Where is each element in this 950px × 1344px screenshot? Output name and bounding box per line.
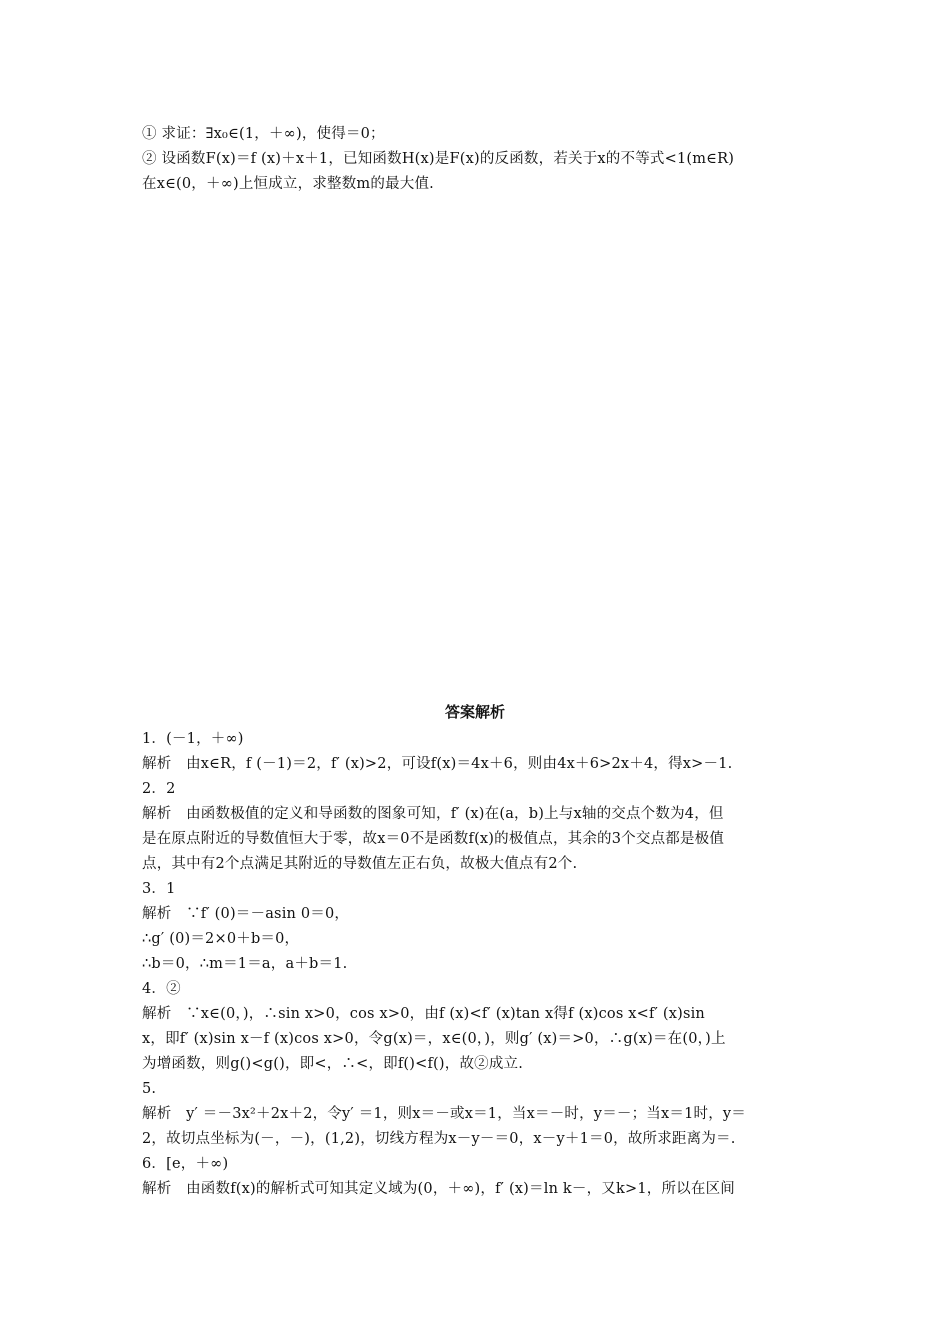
answers-title: 答案解析 xyxy=(444,703,505,721)
answer-line: 解析 ∵x∈(0，)，∴sin x>0，cos x>0，由f (x)<f′ (x)tan x得f (x)cos x<f′ (x)sin xyxy=(142,1006,705,1022)
answer-line: x，即f′ (x)sin x－f (x)cos x>0，令g(x)＝，x∈(0，)，则g′ (x)＝>0，∴g(x)＝在(0，)上 xyxy=(142,1031,726,1047)
answer-line: 是在原点附近的导数值恒大于零，故x＝0不是函数f(x)的极值点，其余的3个交点都是极值 xyxy=(142,831,725,847)
answer-line: 6．[e，＋∞) xyxy=(142,1156,229,1172)
answer-line: 5. xyxy=(142,1081,157,1097)
answer-line: 解析 y′ ＝－3x²＋2x＋2，令y′ ＝1，则x＝－或x＝1，当x＝－时，y＝－；当x＝1时，y＝ xyxy=(142,1106,746,1122)
answer-line: ∴b＝0，∴m＝1＝a，a＋b＝1. xyxy=(142,956,348,972)
answer-line: 解析 由函数f(x)的解析式可知其定义域为(0，＋∞)，f′ (x)＝ln k－，又k>1，所以在区间 xyxy=(142,1181,735,1197)
answer-line: ∴g′ (0)＝2×0＋b＝0， xyxy=(142,931,300,947)
answer-line: 解析 由函数极值的定义和导函数的图象可知，f′ (x)在(a，b)上与x轴的交点个数为4，但 xyxy=(142,806,724,822)
answer-line: 为增函数，则g()<g()，即<，∴<，即f()<f()，故②成立. xyxy=(142,1056,524,1072)
problem-line-3: 在x∈(0，＋∞)上恒成立，求整数m的最大值. xyxy=(142,176,434,192)
answer-line: 2．2 xyxy=(142,781,176,797)
answer-line: 点，其中有2个点满足其附近的导数值左正右负，故极大值点有2个. xyxy=(142,856,578,872)
answer-line: 解析 ∵f′ (0)＝－asin 0＝0， xyxy=(142,906,350,922)
problem-line-2: ② 设函数F(x)＝f (x)＋x＋1，已知函数H(x)是F(x)的反函数，若关于x的不等式<1(m∈R) xyxy=(142,151,735,167)
answer-line: 解析 由x∈R，f (－1)＝2，f′ (x)>2，可设f(x)＝4x＋6，则由4x＋6>2x＋4，得x>－1. xyxy=(142,756,733,772)
problem-line-1: ① 求证：∃x₀∈(1，＋∞)，使得＝0； xyxy=(142,126,385,142)
answer-line: 4．② xyxy=(142,981,181,997)
answer-line: 2，故切点坐标为(－，－)，(1,2)，切线方程为x－y－＝0，x－y＋1＝0，故所求距离为＝. xyxy=(142,1131,736,1147)
answer-line: 1．(－1，＋∞) xyxy=(142,731,244,747)
answer-line: 3．1 xyxy=(142,881,176,897)
